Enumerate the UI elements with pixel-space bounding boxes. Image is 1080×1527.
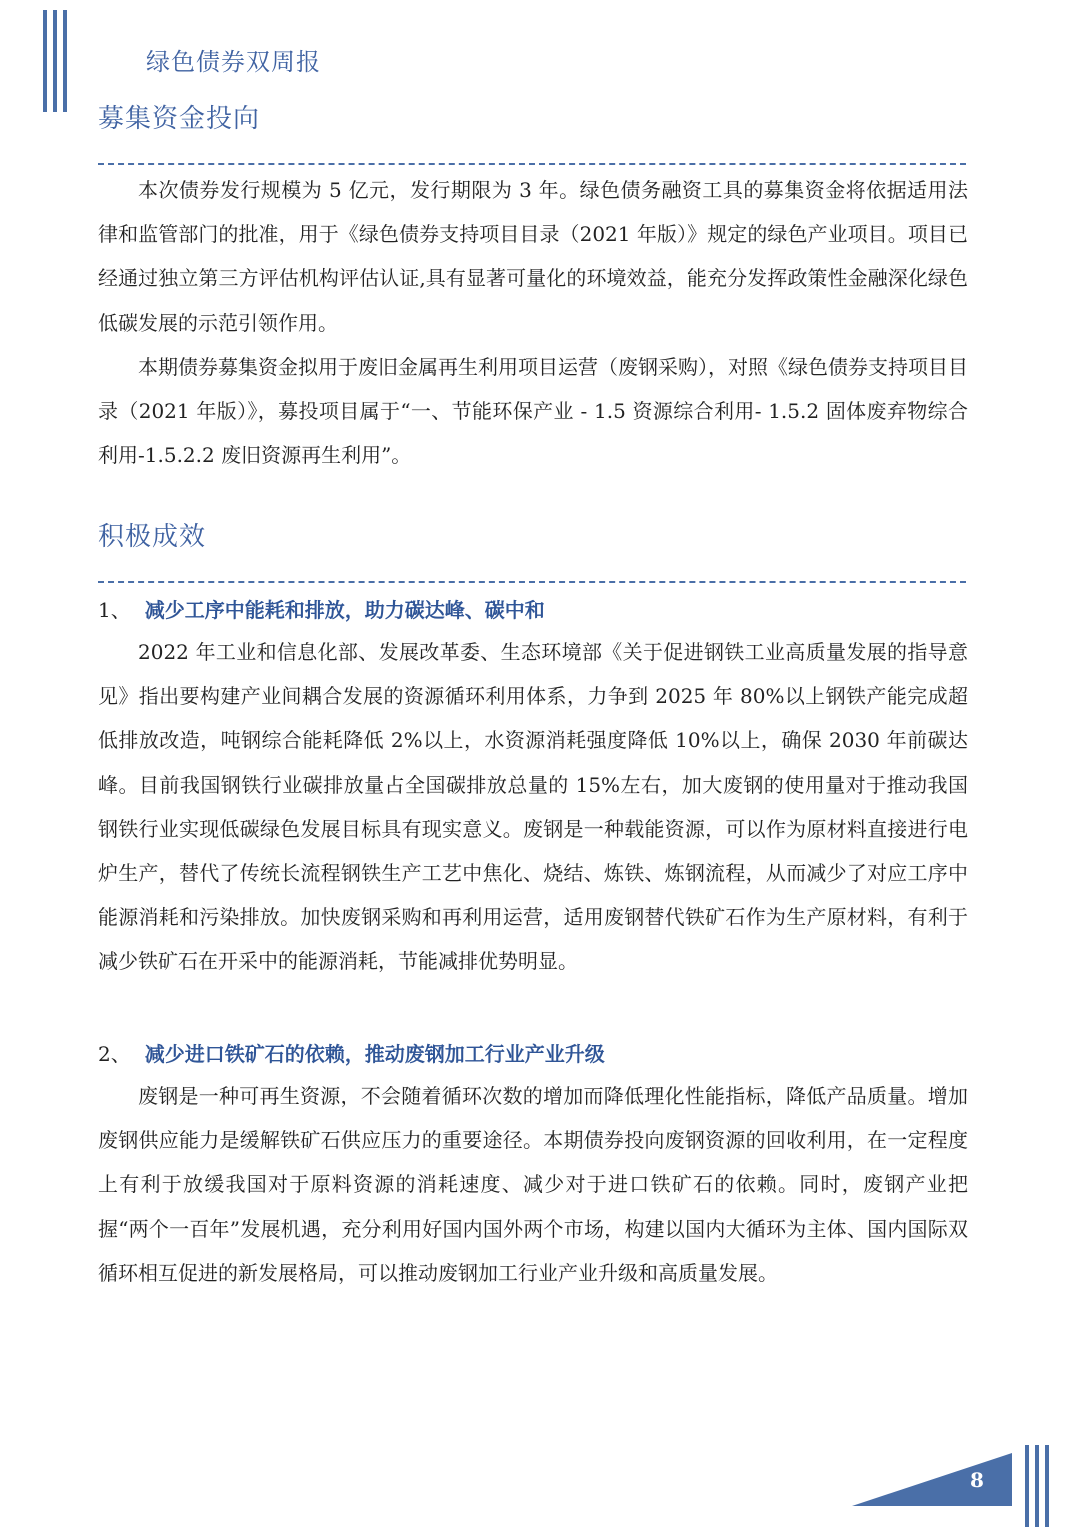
subsection-heading bbox=[98, 1038, 605, 1067]
subsection-number: 1、 bbox=[98, 598, 131, 622]
subsection-heading-text: 减少进口铁矿石的依赖，推动废钢加工行业产业升级 bbox=[144, 1042, 605, 1066]
decor-bar bbox=[43, 10, 47, 112]
decor-bar bbox=[53, 10, 57, 112]
subsection-heading bbox=[98, 594, 545, 623]
page-number: 8 bbox=[970, 1468, 984, 1492]
section-title-benefits: 积极成效 bbox=[98, 522, 207, 552]
decor-bar bbox=[63, 10, 67, 112]
subsection-heading-text: 减少工序中能耗和排放，助力碳达峰、碳中和 bbox=[144, 598, 545, 622]
page-number-wedge bbox=[852, 1453, 1017, 1509]
paragraph: 2022 年工业和信息化部、发展改革委、生态环境部《关于促进钢铁工业高质量发展的指导意见》指出要构建产业间耦合发展的资源循环利用体系，力争到 2025 年 80%以上钢铁产能完成超低排放改造，吨钢综合能耗降低 2%以上，水资源消耗强度降低 10%以上，确保 2030 年前碳达峰。目前我国钢铁行业碳排放量占全国碳排放总量的 15%左右，加大废钢的使用量对于推动我国钢铁行业实现低碳绿色发展目标具有现实意义。废钢是一种载能资源，可以作为原材料直接进行电炉生产，替代了传统长流程钢铁生产工艺中焦化、烧结、炼铁、炼钢流程，从而减少了对应工序中能源消耗和污染排放。加快废钢采购和再利用运营，适用废钢替代铁矿石作为生产原材料，有利于减少铁矿石在开采中的能源消耗，节能减排优势明显。 bbox=[98, 640, 968, 974]
decor-bar bbox=[1025, 1445, 1029, 1527]
decor-bar bbox=[1045, 1445, 1049, 1527]
paragraph: 本次债券发行规模为 5 亿元，发行期限为 3 年。绿色债务融资工具的募集资金将依据适用法律和监管部门的批准，用于《绿色债券支持项目目录（2021 年版）》规定的绿色产业项目。项目已经通过独立第三方评估机构评估认证,具有显著可量化的环境效益，能充分发挥政策性金融深化绿色低碳发展的示范引领作用。 bbox=[98, 178, 968, 335]
section-title-fund-use: 募集资金投向 bbox=[98, 104, 261, 134]
report-title: 绿色债券双周报 bbox=[146, 48, 321, 76]
section-divider bbox=[98, 581, 966, 583]
paragraph: 本期债券募集资金拟用于废旧金属再生利用项目运营（废钢采购），对照《绿色债券支持项目目录（2021 年版）》，募投项目属于“一、节能环保产业 - 1.5 资源综合利用- 1.5.2 固体废弃物综合利用-1.5.2.2 废旧资源再生利用”。 bbox=[98, 355, 968, 468]
paragraph: 废钢是一种可再生资源，不会随着循环次数的增加而降低理化性能指标，降低产品质量。增加废钢供应能力是缓解铁矿石供应压力的重要途径。本期债券投向废钢资源的回收利用，在一定程度上有利于放缓我国对于原料资源的消耗速度、减少对于进口铁矿石的依赖。同时，废钢产业把握“两个一百年”发展机遇，充分利用好国内国外两个市场，构建以国内大循环为主体、国内国际双循环相互促进的新发展格局，可以推动废钢加工行业产业升级和高质量发展。 bbox=[98, 1084, 968, 1285]
decor-bar bbox=[1035, 1445, 1039, 1527]
subsection-number: 2、 bbox=[98, 1042, 131, 1066]
footer-decor-bars bbox=[1025, 1445, 1049, 1527]
header-decor-bars bbox=[43, 10, 67, 112]
section-divider bbox=[98, 163, 966, 165]
